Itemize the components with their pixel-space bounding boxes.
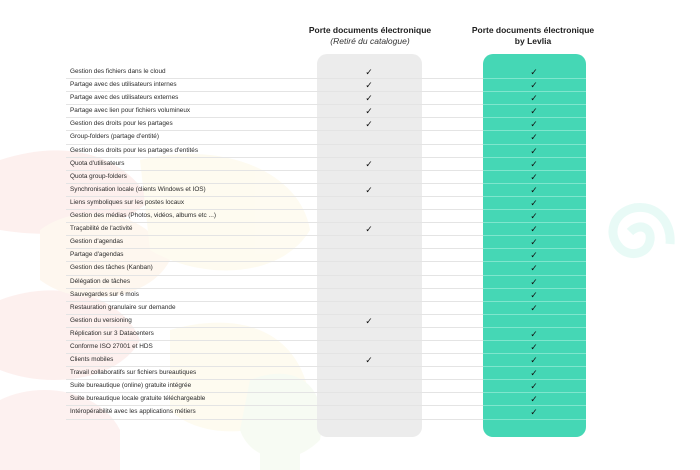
feature-row (66, 197, 586, 210)
feature-row (66, 184, 586, 197)
feature-label: Réplication sur 3 Datacenters (70, 329, 154, 337)
feature-row (66, 158, 586, 171)
feature-label: Gestion des droits pour les partages (70, 120, 173, 128)
check-icon: ✓ (530, 184, 538, 195)
feature-label: Quota d'utilisateurs (70, 159, 125, 167)
feature-row (66, 341, 586, 354)
check-icon: ✓ (365, 93, 373, 104)
feature-row (66, 249, 586, 262)
feature-row (66, 210, 586, 223)
feature-label: Gestion d'agendas (70, 238, 124, 246)
feature-row (66, 236, 586, 249)
feature-row (66, 393, 586, 406)
feature-row (66, 276, 586, 289)
feature-comparison-table (66, 66, 586, 420)
check-icon: ✓ (365, 67, 373, 77)
check-icon: ✓ (530, 250, 538, 261)
check-icon: ✓ (530, 211, 538, 222)
feature-row (66, 79, 586, 92)
check-icon: ✓ (365, 158, 373, 169)
feature-label: Quota group-folders (70, 172, 127, 180)
check-icon: ✓ (530, 289, 538, 300)
feature-row (66, 105, 586, 118)
check-icon: ✓ (530, 158, 538, 169)
check-icon: ✓ (530, 302, 538, 313)
check-icon: ✓ (530, 355, 538, 366)
feature-row (66, 315, 586, 328)
feature-label: Partage d'agendas (70, 251, 124, 259)
decor-swirl (613, 207, 670, 253)
check-icon: ✓ (530, 224, 538, 235)
feature-label: Sauvegardes sur 6 mois (70, 290, 139, 298)
feature-row (66, 171, 586, 184)
feature-row (66, 406, 586, 419)
new-product-title: Porte documents électronique (471, 25, 595, 35)
check-icon: ✓ (530, 132, 538, 143)
feature-label: Conforme ISO 27001 et HDS (70, 342, 153, 350)
feature-row (66, 262, 586, 275)
feature-label: Synchronisation locale (clients Windows et IOS) (70, 185, 206, 193)
feature-row (66, 145, 586, 158)
check-icon: ✓ (530, 80, 538, 91)
feature-label: Partage avec des utilisateurs internes (70, 81, 177, 89)
row-divider-accent (483, 419, 586, 420)
feature-label: Travail collaboratifs sur fichiers bureautiques (70, 369, 197, 377)
feature-label: Suite bureautique (online) gratuite intégrée (70, 382, 192, 390)
check-icon: ✓ (530, 197, 538, 208)
check-icon: ✓ (530, 93, 538, 104)
new-product-header (462, 25, 604, 47)
feature-label: Partage avec lien pour fichiers volumineux (70, 107, 191, 115)
old-product-subtitle: (Retiré du catalogue) (330, 36, 410, 46)
check-icon: ✓ (365, 315, 373, 326)
feature-row (66, 92, 586, 105)
new-product-title-line2: by Levlia (514, 36, 552, 46)
feature-label: Restauration granulaire sur demande (70, 303, 176, 311)
feature-label: Suite bureautique locale gratuite téléchargeable (70, 395, 206, 403)
feature-row (66, 66, 586, 79)
feature-row (66, 380, 586, 393)
feature-row (66, 354, 586, 367)
feature-row (66, 289, 586, 302)
feature-label: Intéropérabilité avec les applications métiers (70, 408, 196, 416)
check-icon: ✓ (530, 381, 538, 392)
check-icon: ✓ (530, 106, 538, 117)
check-icon: ✓ (530, 394, 538, 405)
old-product-title: Porte documents électronique (308, 25, 432, 35)
check-icon: ✓ (530, 119, 538, 130)
feature-label: Clients mobiles (70, 356, 114, 364)
check-icon: ✓ (365, 355, 373, 366)
feature-label: Gestion des droits pour les partages d'entités (70, 146, 199, 154)
feature-label: Partage avec des utilisateurs externes (70, 94, 179, 102)
feature-label: Délégation de tâches (70, 277, 131, 285)
feature-row (66, 131, 586, 144)
feature-label: Gestion du versioning (70, 316, 132, 324)
check-icon: ✓ (530, 145, 538, 156)
feature-row (66, 118, 586, 131)
check-icon: ✓ (530, 368, 538, 379)
check-icon: ✓ (530, 237, 538, 248)
feature-row (66, 328, 586, 341)
check-icon: ✓ (365, 184, 373, 195)
check-icon: ✓ (365, 224, 373, 235)
check-icon: ✓ (530, 341, 538, 352)
check-icon: ✓ (530, 328, 538, 339)
feature-label: Gestion des tâches (Kanban) (70, 264, 153, 272)
check-icon: ✓ (530, 407, 538, 418)
check-icon: ✓ (530, 67, 538, 77)
feature-row (66, 302, 586, 315)
feature-row (66, 367, 586, 380)
check-icon: ✓ (530, 276, 538, 287)
check-icon: ✓ (365, 119, 373, 130)
feature-label: Traçabilité de l'activité (70, 225, 133, 233)
feature-label: Gestion des médias (Photos, vidéos, albums etc ...) (70, 212, 216, 220)
feature-row (66, 223, 586, 236)
feature-label: Gestion des fichiers dans le cloud (70, 68, 166, 75)
feature-label: Group-folders (partage d'entité) (70, 133, 159, 141)
check-icon: ✓ (530, 263, 538, 274)
check-icon: ✓ (365, 106, 373, 117)
check-icon: ✓ (365, 80, 373, 91)
old-product-header (300, 25, 440, 47)
feature-label: Liens symboliques sur les postes locaux (70, 198, 185, 206)
check-icon: ✓ (530, 171, 538, 182)
